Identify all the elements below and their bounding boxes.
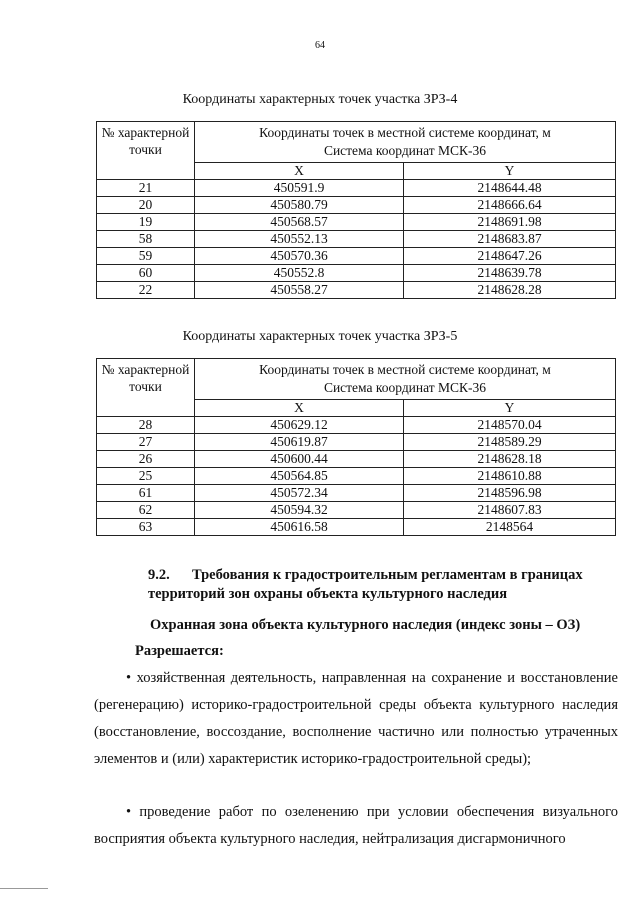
point-number-cell: 63: [97, 519, 195, 536]
x-coordinate-cell: 450572.34: [195, 485, 404, 502]
header-coordinates: [195, 122, 616, 163]
table-row: [97, 282, 616, 299]
x-coordinate-cell: 450552.8: [195, 265, 404, 282]
y-coordinate-cell: 2148610.88: [404, 468, 616, 485]
x-coordinate-cell: 450568.57: [195, 214, 404, 231]
point-number-cell: 58: [97, 231, 195, 248]
table-row: [97, 451, 616, 468]
y-coordinate-cell: 2148666.64: [404, 197, 616, 214]
y-coordinate-cell: 2148639.78: [404, 265, 616, 282]
x-coordinate-cell: 450558.27: [195, 282, 404, 299]
x-coordinate-cell: 450594.32: [195, 502, 404, 519]
x-coordinate-cell: 450564.85: [195, 468, 404, 485]
x-coordinate-cell: 450619.87: [195, 434, 404, 451]
table-row: [97, 214, 616, 231]
header-coordinates-line2: Система координат МСК-36: [323, 380, 487, 395]
zone-heading: Охранная зона объекта культурного наследия (индекс зоны – ОЗ): [150, 617, 581, 633]
y-coordinate-cell: 2148647.26: [404, 248, 616, 265]
table-row: [97, 502, 616, 519]
header-row: [97, 359, 616, 400]
point-number-cell: 59: [97, 248, 195, 265]
x-coordinate-cell: 450600.44: [195, 451, 404, 468]
point-number-cell: 61: [97, 485, 195, 502]
table-row: [97, 468, 616, 485]
y-coordinate-cell: 2148628.18: [404, 451, 616, 468]
table-row: [97, 180, 616, 197]
coordinates-table-zrz4: [96, 121, 616, 299]
y-coordinate-cell: 2148564: [404, 519, 616, 536]
point-number-cell: 25: [97, 468, 195, 485]
table-row: [97, 417, 616, 434]
x-coordinate-cell: 450570.36: [195, 248, 404, 265]
point-number-cell: 27: [97, 434, 195, 451]
footer-rule: [0, 888, 48, 889]
header-y: Y: [404, 400, 616, 417]
table-caption-zrz4: Координаты характерных точек участка ЗРЗ-4: [182, 92, 458, 107]
y-coordinate-cell: 2148691.98: [404, 214, 616, 231]
allowed-label: Разрешается:: [135, 643, 224, 659]
section-title: Требования к градостроительным регламентам в границах территорий зон охраны объекта культурного наследия: [148, 567, 583, 602]
point-number-cell: 20: [97, 197, 195, 214]
header-x: X: [195, 163, 404, 180]
section-heading: [148, 566, 618, 604]
table-body: [97, 122, 616, 299]
y-coordinate-cell: 2148589.29: [404, 434, 616, 451]
paragraph-economic-activity: • хозяйственная деятельность, направленная на сохранение и восстановление (регенерацию) историко-градостроительной среды объекта культурного наследия (восстановление, воссоздание, восполнение частично или полностью утраченных элементов и (или) характеристик историко-градостроительной среды);: [94, 670, 618, 767]
y-coordinate-cell: 2148596.98: [404, 485, 616, 502]
header-coordinates-line1: Координаты точек в местной системе координат, м: [259, 362, 551, 377]
table-body: [97, 359, 616, 536]
y-coordinate-cell: 2148628.28: [404, 282, 616, 299]
table-row: [97, 434, 616, 451]
coordinates-table-zrz5: [96, 358, 616, 536]
header-coordinates-line2: Система координат МСК-36: [323, 143, 487, 158]
x-coordinate-cell: 450580.79: [195, 197, 404, 214]
table-row: [97, 231, 616, 248]
x-coordinate-cell: 450616.58: [195, 519, 404, 536]
page-number: 64: [315, 40, 325, 51]
point-number-cell: 60: [97, 265, 195, 282]
header-point-number: № характерной точки: [97, 122, 195, 180]
paragraph-landscaping: • проведение работ по озеленению при условии обеспечения визуального восприятия объекта культурного наследия, нейтрализация дисгармоничного: [94, 804, 618, 847]
header-point-number: № характерной точки: [97, 359, 195, 417]
header-x: X: [195, 400, 404, 417]
table-row: [97, 519, 616, 536]
header-row: [97, 122, 616, 163]
point-number-cell: 62: [97, 502, 195, 519]
table-row: [97, 197, 616, 214]
point-number-cell: 19: [97, 214, 195, 231]
header-coordinates-line1: Координаты точек в местной системе координат, м: [259, 125, 551, 140]
x-coordinate-cell: 450591.9: [195, 180, 404, 197]
y-coordinate-cell: 2148683.87: [404, 231, 616, 248]
header-coordinates: [195, 359, 616, 400]
x-coordinate-cell: 450552.13: [195, 231, 404, 248]
point-number-cell: 22: [97, 282, 195, 299]
header-y: Y: [404, 163, 616, 180]
table-row: [97, 248, 616, 265]
section-number: 9.2.: [148, 567, 170, 583]
y-coordinate-cell: 2148607.83: [404, 502, 616, 519]
y-coordinate-cell: 2148570.04: [404, 417, 616, 434]
table-caption-zrz5: Координаты характерных точек участка ЗРЗ-5: [182, 329, 458, 344]
table-row: [97, 265, 616, 282]
point-number-cell: 26: [97, 451, 195, 468]
table-row: [97, 485, 616, 502]
x-coordinate-cell: 450629.12: [195, 417, 404, 434]
y-coordinate-cell: 2148644.48: [404, 180, 616, 197]
point-number-cell: 28: [97, 417, 195, 434]
point-number-cell: 21: [97, 180, 195, 197]
